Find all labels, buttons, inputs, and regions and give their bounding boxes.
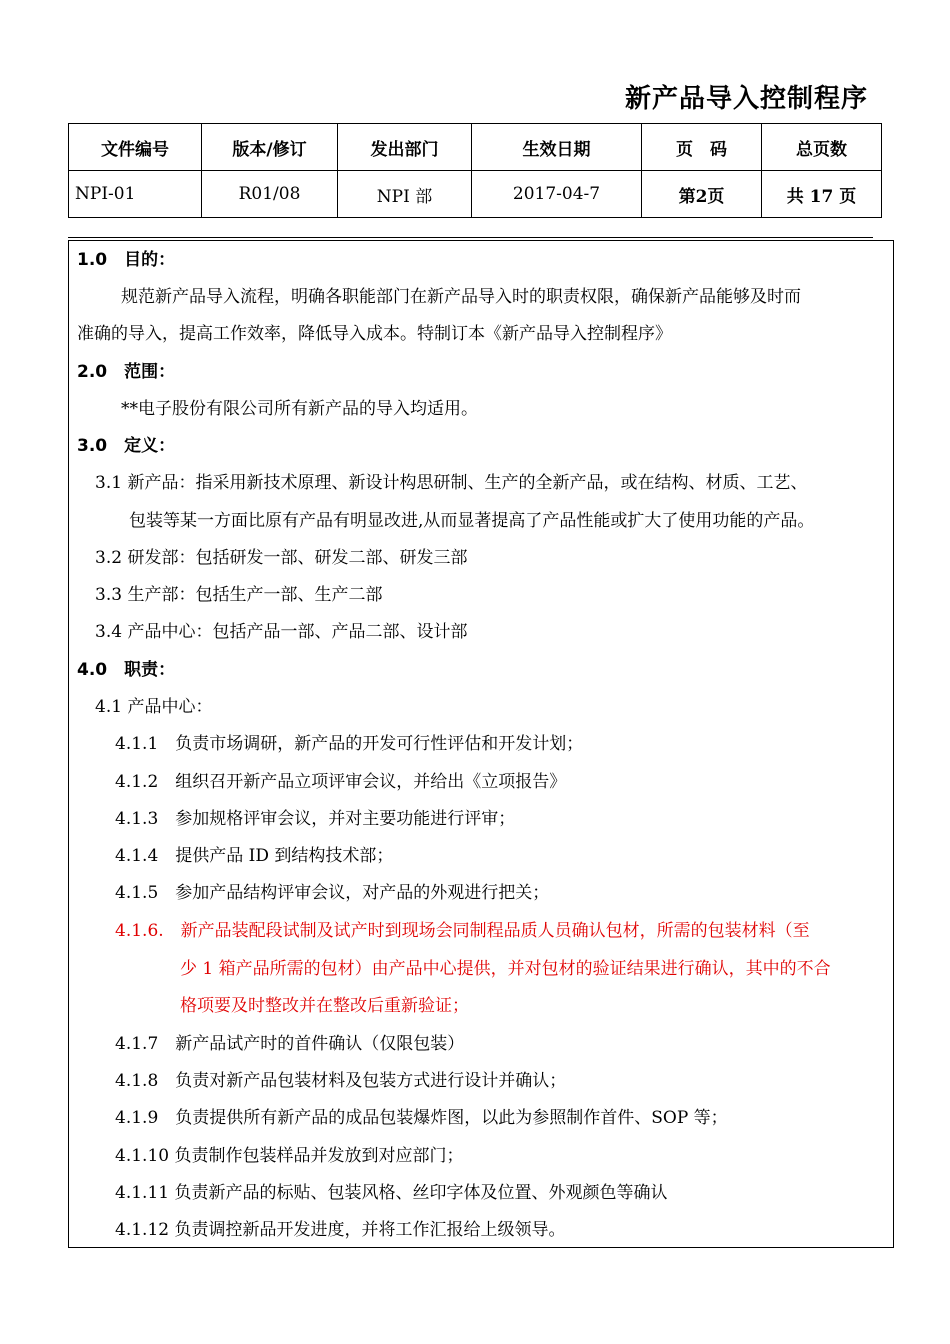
- duty-item: 4.1.11 负责新产品的标贴、包装风格、丝印字体及位置、外观颜色等确认: [115, 1183, 668, 1203]
- header-total-pages: 总页数: [762, 124, 882, 171]
- definition-item: 包装等某一方面比原有产品有明显改进,从而显著提高了产品性能或扩大了使用功能的产品。: [129, 511, 815, 531]
- separator-line: [68, 237, 873, 238]
- duty-item: 4.1.9 负责提供所有新产品的成品包装爆炸图，以此为参照制作首件、SOP 等；: [115, 1108, 728, 1128]
- header-page: 页 码: [642, 124, 762, 171]
- section-heading-duties: 4.0 职责：: [77, 660, 176, 680]
- duty-item: 4.1.8 负责对新产品包装材料及包装方式进行设计并确认；: [115, 1071, 567, 1091]
- duty-item: 4.1.2 组织召开新产品立项评审会议，并给出《立项报告》: [115, 772, 567, 792]
- header-effective-date: 生效日期: [472, 124, 642, 171]
- meta-header-row: [69, 124, 882, 171]
- paragraph-line: 准确的导入，提高工作效率，降低导入成本。特制订本《新产品导入控制程序》: [77, 324, 672, 344]
- duty-item-highlight: 4.1.6. 新产品装配段试制及试产时到现场会同制程品质人员确认包材，所需的包装材料（至: [115, 921, 810, 941]
- header-department: 发出部门: [338, 124, 472, 171]
- section-heading-purpose: 1.0 目的：: [77, 250, 176, 270]
- document-title: 新产品导入控制程序: [624, 84, 868, 114]
- duty-item: 4.1.12 负责调控新品开发进度，并将工作汇报给上级领导。: [115, 1220, 566, 1240]
- section-heading-definitions: 3.0 定义：: [77, 436, 176, 456]
- meta-value-row: [69, 171, 882, 218]
- document-meta-table: [68, 123, 882, 218]
- section-heading-scope: 2.0 范围：: [77, 362, 176, 382]
- value-effective-date: 2017-04-7: [472, 171, 642, 218]
- value-department: NPI 部: [338, 171, 472, 218]
- header-version: 版本/修订: [202, 124, 338, 171]
- value-doc-number: NPI-01: [69, 171, 202, 218]
- duty-subheading: 4.1 产品中心：: [95, 697, 213, 717]
- paragraph-line: 规范新产品导入流程，明确各职能部门在新产品导入时的职责权限，确保新产品能够及时而: [121, 287, 801, 307]
- definition-item: 3.2 研发部：包括研发一部、研发二部、研发三部: [95, 548, 468, 568]
- duty-item: 4.1.10 负责制作包装样品并发放到对应部门；: [115, 1146, 464, 1166]
- paragraph-line: **电子股份有限公司所有新产品的导入均适用。: [121, 399, 478, 419]
- definition-item: 3.4 产品中心：包括产品一部、产品二部、设计部: [95, 622, 468, 642]
- value-version: R01/08: [202, 171, 338, 218]
- definition-item: 3.1 新产品：指采用新技术原理、新设计构思研制、生产的全新产品，或在结构、材质、工艺、: [95, 473, 808, 493]
- duty-item: 4.1.5 参加产品结构评审会议，对产品的外观进行把关；: [115, 883, 550, 903]
- value-total-pages: 共 17 页: [762, 171, 882, 218]
- value-page: 第2页: [642, 171, 762, 218]
- header-doc-number: 文件编号: [69, 124, 202, 171]
- duty-item: 4.1.1 负责市场调研，新产品的开发可行性评估和开发计划；: [115, 734, 584, 754]
- duty-item: 4.1.3 参加规格评审会议，并对主要功能进行评审；: [115, 809, 516, 829]
- duty-item-highlight: 格项要及时整改并在整改后重新验证；: [180, 996, 469, 1016]
- duty-item-highlight: 少 1 箱产品所需的包材）由产品中心提供，并对包材的验证结果进行确认，其中的不合: [180, 959, 831, 979]
- document-body: [68, 240, 894, 1248]
- duty-item: 4.1.7 新产品试产时的首件确认（仅限包装）: [115, 1034, 465, 1054]
- duty-item: 4.1.4 提供产品 ID 到结构技术部；: [115, 846, 394, 866]
- definition-item: 3.3 生产部：包括生产一部、生产二部: [95, 585, 383, 605]
